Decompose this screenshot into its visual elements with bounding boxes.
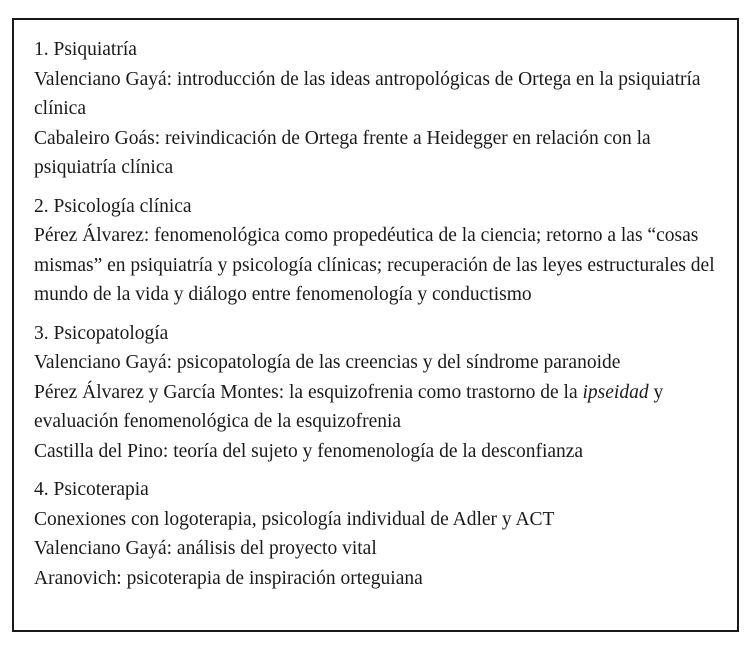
section-psiquiatria (34, 35, 727, 183)
entry: Valenciano Gayá: psicopatología de las creencias y del síndrome paranoide (34, 352, 621, 373)
entry-text-before: Pérez Álvarez y García Montes: la esquizofrenia como trastorno de la (34, 381, 583, 403)
entry-text-after: y evaluación fenomenológica de la esquizofrenia (34, 381, 664, 432)
entry: Cabaleiro Goás: reivindicación de Ortega frente a Heidegger en relación con la psiquiatría clínica (34, 127, 651, 178)
box-content (34, 35, 727, 602)
entry-ipseidad (34, 378, 727, 437)
boxed-table (12, 18, 739, 632)
section-title: 1. Psiquiatría (34, 39, 137, 60)
entry: Valenciano Gayá: introducción de las ideas antropológicas de Ortega en la psiquiatría clínica (34, 68, 701, 119)
entry: Castilla del Pino: teoría del sujeto y fenomenología de la desconfianza (34, 440, 584, 462)
entry-text-italic: ipseidad (582, 381, 649, 403)
entry: Pérez Álvarez: fenomenológica como propedéutica de la ciencia; retorno a las “cosas mismas” en psiquiatría y psicología clínicas; recuperación de las leyes estructurales del mundo de la vida y diálogo entre fenomenología y conductismo (34, 225, 715, 305)
section-psicologia-clinica (34, 192, 727, 310)
section-psicoterapia (34, 475, 727, 593)
section-title: 3. Psicopatología (34, 322, 169, 344)
section-title: 2. Psicología clínica (34, 195, 192, 217)
section-title: 4. Psicoterapia (34, 479, 149, 500)
section-psicopatologia (34, 319, 727, 467)
entry: Aranovich: psicoterapia de inspiración orteguiana (34, 567, 423, 589)
entry: Valenciano Gayá: análisis del proyecto vital (34, 538, 377, 559)
entry: Conexiones con logoterapia, psicología individual de Adler y ACT (34, 508, 555, 530)
